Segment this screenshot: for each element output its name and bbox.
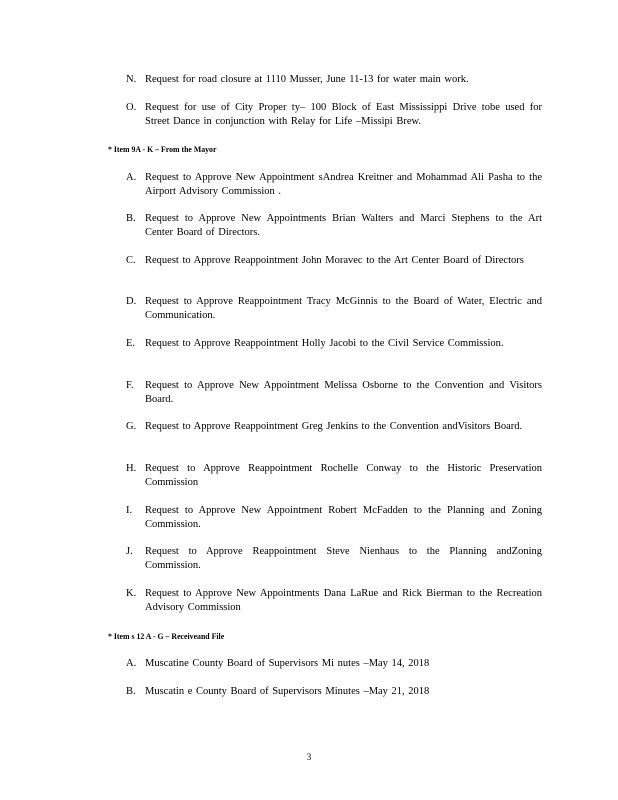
item-text: Request to Approve New Appointment Robert McFadden to the Planning and Zoning Commission. (145, 505, 542, 530)
item-letter: J. (126, 546, 133, 557)
item-text: Muscatin e County Board of Supervisors Minutes –May 21, 2018 (145, 686, 430, 697)
item-text: Request to Approve Reappointment Holly Jacobi to the Civil Service Commission. (145, 338, 504, 349)
item-letter: B. (126, 686, 136, 697)
list-item-n (126, 73, 542, 87)
list-item-i (126, 504, 542, 532)
list-item-o (126, 101, 542, 129)
item-letter: D. (126, 296, 137, 307)
item-letter: B. (126, 213, 136, 224)
list-item-d (126, 295, 542, 323)
item-text: Request for road closure at 1110 Musser, June 11-13 for water main work. (145, 74, 469, 85)
item-text: Request to Approve New Appointment sAndrea Kreitner and Mohammad Ali Pasha to the Airport Advisory Commission . (145, 172, 542, 197)
item-letter: C. (126, 255, 136, 266)
item-letter: A. (126, 658, 137, 669)
item-letter: I. (126, 505, 133, 516)
item-text: Request to Approve New Appointments Dana LaRue and Rick Bierman to the Recreation Advisory Commission (145, 588, 542, 613)
item-letter: K. (126, 588, 137, 599)
item-text: Request to Approve Reappointment Steve Nienhaus to the Planning andZoning Commission. (145, 546, 542, 571)
list-item-g (126, 420, 542, 434)
item-letter: F. (126, 380, 134, 391)
item-text: Muscatine County Board of Supervisors Mi nutes –May 14, 2018 (145, 658, 430, 669)
list-item-received-b (126, 685, 542, 699)
page-number: 3 (306, 752, 312, 762)
item-letter: N. (126, 74, 137, 85)
item-letter: O. (126, 102, 137, 113)
list-item-k (126, 587, 542, 615)
item-letter: H. (126, 463, 137, 474)
list-item-e (126, 337, 542, 351)
item-text: Request to Approve Reappointment Rochelle Conway to the Historic Preservation Commission (145, 463, 542, 488)
item-letter: G. (126, 421, 137, 432)
item-letter: A. (126, 172, 137, 183)
item-text: Request to Approve Reappointment Greg Jenkins to the Convention andVisitors Board. (145, 421, 523, 432)
receive-file-heading: * Item s 12 A - G – Receiveand File (108, 631, 225, 641)
list-item-a (126, 171, 542, 199)
list-item-c (126, 254, 542, 268)
list-item-f (126, 379, 542, 407)
item-text: Request to Approve Reappointment John Moravec to the Art Center Board of Directors (145, 255, 524, 266)
list-item-received-a (126, 657, 542, 671)
item-text: Request to Approve New Appointment Melissa Osborne to the Convention and Visitors Board. (145, 380, 542, 405)
list-item-j (126, 545, 542, 573)
item-text: Request to Approve New Appointments Brian Walters and Marci Stephens to the Art Center Board of Directors. (145, 213, 542, 238)
mayor-section-heading: * Item 9A - K – From the Mayor (108, 144, 217, 154)
item-text: Request to Approve Reappointment Tracy McGinnis to the Board of Water, Electric and Communication. (145, 296, 542, 321)
list-item-h (126, 462, 542, 490)
item-text: Request for use of City Proper ty– 100 Block of East Mississippi Drive tobe used for Street Dance in conjunction with Relay for Life –Missipi Brew. (145, 102, 542, 127)
item-letter: E. (126, 338, 136, 349)
list-item-b (126, 212, 542, 240)
